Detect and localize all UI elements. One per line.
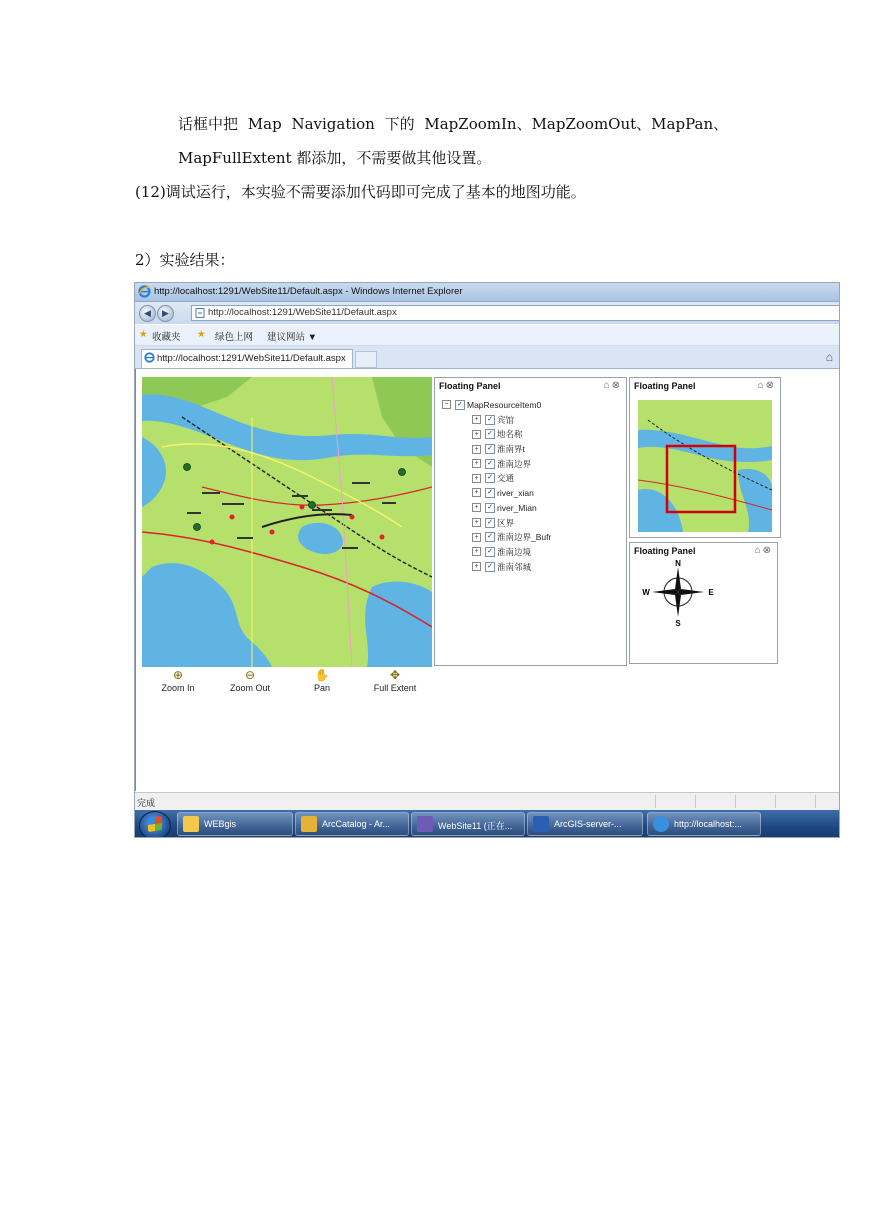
compass-rose-icon[interactable]	[638, 559, 718, 627]
checkbox[interactable]: ✓	[485, 415, 495, 425]
paragraph-1: 话框中把 Map Navigation 下的 MapZoomIn、MapZoomOut、MapPan、	[178, 115, 729, 133]
checkbox[interactable]: ✓	[485, 532, 495, 542]
checkbox[interactable]: ✓	[485, 459, 495, 469]
layer-label: 淮南邻城	[497, 561, 532, 572]
collapse-icon[interactable]: −	[442, 400, 451, 409]
expand-icon[interactable]: +	[472, 518, 481, 527]
expand-icon[interactable]: +	[472, 445, 481, 454]
full-extent-tool[interactable]	[365, 667, 425, 693]
address-bar[interactable]	[191, 305, 840, 321]
start-button[interactable]	[139, 811, 171, 838]
pan-tool[interactable]	[292, 667, 352, 693]
layer-label: 区界	[497, 517, 515, 528]
taskbar-label: ArcCatalog - Ar...	[322, 819, 391, 829]
favorites-star-icon: ★	[139, 329, 148, 340]
navigation-panel	[629, 542, 778, 664]
pan-label: Pan	[313, 683, 330, 693]
suggested-sites-link[interactable]: 建议网站 ▼	[267, 332, 318, 343]
ie-taskbar-icon	[653, 816, 669, 832]
taskbar-label: http://localhost:...	[674, 819, 743, 829]
section-heading: 2）实验结果：	[135, 251, 235, 269]
overview-panel-title: Floating Panel	[634, 381, 696, 391]
tree-root[interactable]	[442, 399, 551, 414]
paragraph-3: (12)调试运行，本实验不需要添加代码即可完成了基本的地图功能。	[135, 183, 586, 201]
status-divider	[695, 795, 696, 808]
layer-item[interactable]	[442, 531, 551, 546]
layer-label: 淮南边界	[497, 458, 532, 469]
arccatalog-icon	[301, 816, 317, 832]
add-favorite-icon[interactable]: ★	[197, 329, 206, 340]
taskbar-item-word[interactable]	[527, 812, 643, 836]
layer-label: river_Mian	[497, 502, 537, 513]
zoom-in-icon: ⊕	[172, 668, 184, 682]
expand-icon[interactable]: +	[472, 503, 481, 512]
checkbox[interactable]: ✓	[485, 547, 495, 557]
expand-icon[interactable]: +	[472, 533, 481, 542]
layer-label: 淮南界t	[497, 444, 525, 455]
layer-label: 交通	[497, 473, 515, 484]
layer-item[interactable]	[442, 472, 551, 487]
favorites-bar	[135, 325, 839, 346]
word-document-icon	[533, 816, 549, 832]
layer-item[interactable]	[442, 517, 551, 532]
visual-studio-icon	[417, 816, 433, 832]
status-divider	[775, 795, 776, 808]
pan-hand-icon: ✋	[314, 668, 330, 682]
tab-title: http://localhost:1291/WebSite11/Default.aspx	[157, 353, 346, 364]
layer-item[interactable]	[442, 458, 551, 473]
checkbox[interactable]: ✓	[485, 444, 495, 454]
checkbox[interactable]: ✓	[455, 400, 465, 410]
tab-default-aspx[interactable]	[141, 349, 353, 368]
navigation-bar	[135, 302, 839, 324]
panel-controls-icon[interactable]: ⌂⊗	[754, 545, 773, 556]
status-text: 完成	[137, 798, 156, 808]
favorites-label[interactable]: 收藏夹	[152, 332, 181, 343]
page-icon	[195, 308, 205, 318]
compass-s: S	[675, 619, 681, 627]
layer-label: 淮南边界_Bufr	[497, 532, 552, 543]
overview-map[interactable]	[638, 400, 772, 532]
root-label: MapResourceItem0	[467, 399, 542, 410]
taskbar-label: ArcGIS-server-...	[554, 819, 622, 829]
full-extent-label: Full Extent	[373, 683, 417, 693]
status-divider	[815, 795, 816, 808]
window-titlebar	[135, 283, 839, 302]
layer-item[interactable]	[442, 487, 551, 502]
browser-screenshot	[134, 282, 840, 838]
overview-panel	[629, 377, 781, 538]
layer-label: 宾馆	[497, 414, 515, 425]
page-content	[135, 369, 840, 791]
layer-label: 地名称	[497, 429, 523, 440]
address-text: http://localhost:1291/WebSite11/Default.aspx	[208, 307, 397, 318]
taskbar-item-arccatalog[interactable]	[295, 812, 409, 836]
toc-panel	[434, 377, 627, 666]
new-tab-button[interactable]	[355, 351, 377, 368]
zoom-out-icon: ⊖	[244, 668, 256, 682]
back-button[interactable]	[139, 305, 156, 322]
zoom-out-tool[interactable]	[220, 667, 280, 693]
layer-item[interactable]	[442, 428, 551, 443]
layer-tree	[442, 399, 551, 575]
taskbar-item-website11[interactable]	[411, 812, 525, 836]
full-extent-icon: ✥	[389, 668, 401, 682]
green-web-link[interactable]: 绿色上网	[215, 332, 254, 343]
forward-arrow-icon: ▶	[162, 308, 169, 318]
zoom-out-label: Zoom Out	[229, 683, 270, 693]
layer-label: river_xian	[497, 487, 534, 498]
checkbox[interactable]: ✓	[485, 503, 495, 513]
layer-item[interactable]	[442, 546, 551, 561]
expand-icon[interactable]: +	[472, 459, 481, 468]
ie-logo-icon	[138, 285, 151, 298]
taskbar-item-ie[interactable]	[647, 812, 761, 836]
layer-item[interactable]	[442, 443, 551, 458]
panel-controls-icon[interactable]: ⌂⊗	[757, 380, 776, 391]
forward-button[interactable]	[157, 305, 174, 322]
expand-icon[interactable]: +	[472, 415, 481, 424]
compass-w: W	[642, 588, 650, 597]
navigation-panel-title: Floating Panel	[634, 546, 696, 556]
windows-logo-icon	[148, 816, 162, 832]
compass-n: N	[675, 559, 681, 568]
taskbar-item-webgis[interactable]	[177, 812, 293, 836]
expand-icon[interactable]: +	[472, 547, 481, 556]
taskbar-label: WEBgis	[204, 819, 237, 829]
status-bar	[135, 792, 839, 810]
tab-bar	[135, 346, 839, 369]
ie-tab-icon	[144, 352, 155, 363]
checkbox[interactable]: ✓	[485, 488, 495, 498]
expand-icon[interactable]: +	[472, 430, 481, 439]
back-arrow-icon: ◀	[144, 308, 151, 318]
layer-item[interactable]	[442, 561, 551, 576]
toc-panel-title: Floating Panel	[439, 381, 501, 391]
windows-taskbar	[135, 810, 839, 838]
layer-item[interactable]	[442, 414, 551, 429]
compass-e: E	[708, 588, 714, 597]
checkbox[interactable]: ✓	[485, 562, 495, 572]
layer-item[interactable]	[442, 502, 551, 517]
checkbox[interactable]: ✓	[485, 518, 495, 528]
checkbox[interactable]: ✓	[485, 473, 495, 483]
zoom-in-tool[interactable]	[148, 667, 208, 693]
home-icon[interactable]: ⌂	[825, 350, 833, 364]
status-divider	[735, 795, 736, 808]
expand-icon[interactable]: +	[472, 474, 481, 483]
expand-icon[interactable]: +	[472, 562, 481, 571]
map-display[interactable]	[142, 377, 432, 667]
status-divider	[655, 795, 656, 808]
panel-controls-icon[interactable]: ⌂⊗	[603, 380, 622, 391]
checkbox[interactable]: ✓	[485, 429, 495, 439]
folder-icon	[183, 816, 199, 832]
expand-icon[interactable]: +	[472, 488, 481, 497]
zoom-in-label: Zoom In	[161, 683, 195, 693]
layer-label: 淮南边境	[497, 546, 532, 557]
window-title: http://localhost:1291/WebSite11/Default.aspx - Windows Internet Explorer	[154, 286, 463, 297]
paragraph-2: MapFullExtent 都添加，不需要做其他设置。	[178, 149, 492, 167]
taskbar-label: WebSite11 (正在...	[438, 821, 513, 831]
